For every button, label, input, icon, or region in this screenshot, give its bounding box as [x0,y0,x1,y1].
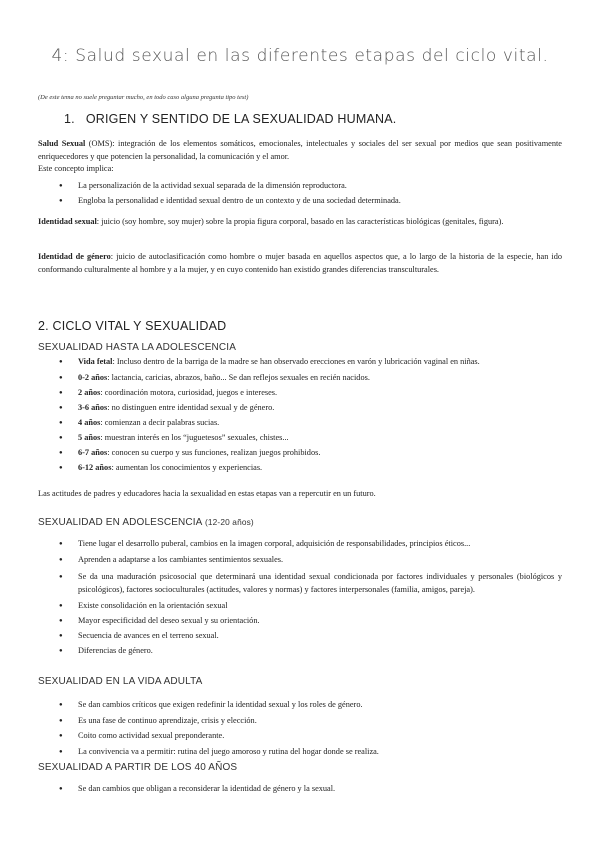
section-1-bullets [38,180,562,210]
list-item-text: : comienzan a decir palabras sucias. [100,417,220,427]
exam-note: (De este tema no suele preguntar mucho, en todo caso alguna pregunta tipo test) [38,94,249,101]
list-item: ● Coito como actividad sexual preponderante. [38,730,562,743]
list-item: ● Mayor especificidad del deseo sexual y su orientación. [38,615,562,628]
subheading-40-anos: SEXUALIDAD A PARTIR DE LOS 40 AÑOS [38,762,238,773]
list-item-text: : muestran interés en los “juguetesos” sexuales, chistes... [100,432,289,442]
list-item [38,356,562,369]
list-item-term: 6-7 años [78,447,108,457]
identidad-genero-term: Identidad de género [38,252,111,261]
salud-sexual-text: (OMS): integración de los elementos somáticos, emocionales, intelectuales y sociales del ser sexual por medios que sean positivamente enriquecedores y que potencien la personalidad, la comunicación y el amor. [38,139,562,161]
subheading-hasta-adolescencia: SEXUALIDAD HASTA LA ADOLESCENCIA [38,342,237,353]
section-2-heading: 2. CICLO VITAL Y SEXUALIDAD [38,319,227,333]
list-item [38,417,562,430]
list-item: ● Aprenden a adaptarse a los cambiantes sentimientos sexuales. [38,554,562,567]
salud-sexual-definition [38,138,562,163]
identidad-sexual-term: Identidad sexual [38,217,97,226]
list-item: ● Se da una maduración psicosocial que determinará una identidad sexual condicionada por factores individuales y personales (biológicos y psicológicos), factores socioculturales (actitudes, valores y normas) y factores interpersonales (familia, amigos, pareja). [38,571,562,596]
adulta-list [38,699,562,758]
list-item-term: 0-2 años [78,372,108,382]
subheading-adolescencia-range: (12-20 años) [202,517,254,527]
identidad-genero-definition [38,251,562,276]
actitudes-paragraph: Las actitudes de padres y educadores hacia la sexualidad en estas etapas van a repercutir en un futuro. [38,489,376,498]
list-item-text: : Incluso dentro de la barriga de la madre se han observado erecciones en varón y lubricación vaginal en niñas. [112,357,480,366]
list-item: ● Engloba la personalidad e identidad sexual dentro de un contexto y de una sociedad determinada. [38,195,562,208]
list-item: ● Existe consolidación en la orientación sexual [38,600,562,613]
list-item-term: 3-6 años [78,402,108,412]
list-item-text: : lactancia, caricias, abrazos, baño... Se dan reflejos sexuales en recién nacidos. [107,372,370,382]
list-item-term: 5 años [78,432,101,442]
identidad-sexual-definition [38,216,562,229]
list-item [38,447,562,460]
list-item [38,372,562,385]
section-1-heading [64,112,396,126]
list-item-text: : aumentan los conocimientos y experiencias. [111,462,263,472]
salud-sexual-term: Salud Sexual [38,139,86,148]
adolescencia-list [38,538,562,658]
document-title: 4: Salud sexual en las diferentes etapas del ciclo vital. [51,46,549,66]
list-item: ● Tiene lugar el desarrollo puberal, cambios en la imagen corporal, adquisición de responsabilidades, principios éticos... [38,538,562,551]
list-item: ● Se dan cambios que obligan a reconsiderar la identidad de género y la sexual. [38,783,562,796]
list-item-text: : coordinación motora, curiosidad, juegos e intereses. [100,387,278,397]
list-item: ● La personalización de la actividad sexual separada de la dimensión reproductora. [38,180,562,193]
list-item-term: 6-12 años [78,462,112,472]
subheading-adolescencia-title: SEXUALIDAD EN ADOLESCENCIA [38,517,203,528]
subheading-adolescencia [38,517,254,528]
list-item [38,462,562,475]
concepto-implica: Este concepto implica: [38,164,114,173]
cuarenta-list [38,783,562,796]
list-item-term: 4 años [78,417,101,427]
section-1-number: 1. [64,112,75,126]
section-1-title: ORIGEN Y SENTIDO DE LA SEXUALIDAD HUMANA. [85,112,397,126]
list-item: ● Es una fase de continuo aprendizaje, crisis y elección. [38,715,562,728]
identidad-genero-text: : juicio de autoclasificación como hombre o mujer basada en aquellos aspectos que, a lo largo de la historia de la especie, han ido conformando culturalmente al hombre y a la mujer, y en cuyo contenido han existido grandes diferencias transculturales. [38,252,562,274]
list-item-term: Vida fetal [78,357,113,366]
list-item: ● Se dan cambios críticos que exigen redefinir la identidad sexual y los roles de género. [38,699,562,712]
list-item-term: 2 años [78,387,101,397]
list-item [38,402,562,415]
list-item: ● Secuencia de avances en el terreno sexual. [38,630,562,643]
identidad-sexual-text: : juicio (soy hombre, soy mujer) sobre la propia figura corporal, basado en las características biológicas (genitales, figura). [96,217,504,226]
list-item: ● La convivencia va a permitir: rutina del juego amoroso y rutina del hogar donde se realiza. [38,746,562,759]
list-item [38,387,562,400]
subheading-vida-adulta: SEXUALIDAD EN LA VIDA ADULTA [38,676,203,687]
infancia-list [38,356,562,474]
list-item: ● Diferencias de género. [38,645,562,658]
list-item [38,432,562,445]
list-item-text: : conocen su cuerpo y sus funciones, realizan juegos prohibidos. [107,447,321,457]
list-item-text: : no distinguen entre identidad sexual y de género. [107,402,275,412]
